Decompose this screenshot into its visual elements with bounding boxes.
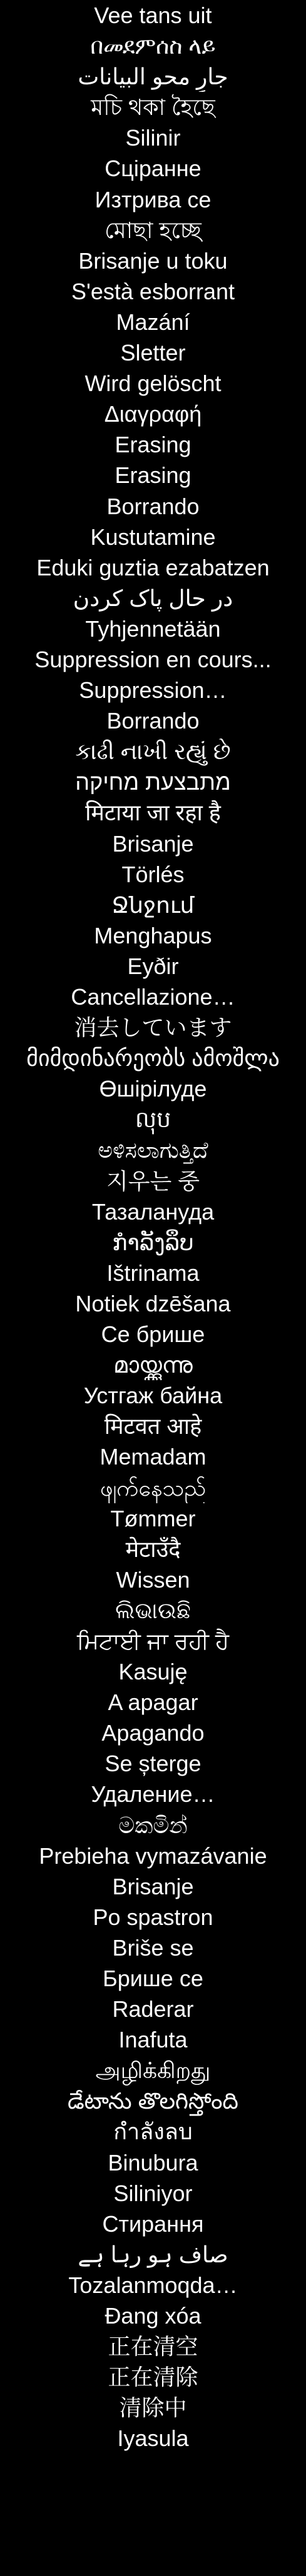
erasing-string-item: કાઢી નાખી રહ્યું છે [75,738,231,765]
erasing-string-item: ກຳລັງລຶບ [112,1229,194,1255]
erasing-string-item: Брише се [103,1966,203,1991]
erasing-string-item: Siliniyor [113,2180,193,2206]
erasing-string-item: Kasuję [118,1659,188,1685]
erasing-string-item: 正在清空 [108,2334,198,2360]
erasing-string-item: Inafuta [118,2027,188,2053]
erasing-string-item: Tozalanmoqda… [68,2272,238,2298]
erasing-string-item: డేటాను తొలగిస్తోంది [68,2088,238,2114]
erasing-string-item: Raderar [112,1996,194,2022]
erasing-string-item: در حال پاک کردن [73,585,233,611]
erasing-string-item: Mazání [116,309,190,335]
erasing-string-item: Ištrinama [106,1260,200,1286]
erasing-string-item: அழிக்கிறது [95,2057,211,2084]
erasing-string-item: Po spastron [93,1904,213,1930]
erasing-string-item: मेटाउँदै [125,1536,181,1562]
erasing-string-item: ਮਿਟਾਈ ਜਾ ਰਹੀ ਹੈ [76,1628,230,1654]
erasing-string-item: मिटवत आहे [104,1413,202,1440]
erasing-string-item: Erasing [115,432,191,458]
erasing-string-item: A apagar [108,1689,198,1716]
erasing-string-item: Brisanje u toku [78,247,228,274]
erasing-string-item: Стирання [102,2210,204,2237]
erasing-string-item: 正在清除 [108,2364,198,2390]
erasing-string-item: Suppression… [79,677,227,704]
erasing-string-item: Eduki guztia ezabatzen [36,554,270,580]
erasing-string-item: Eyðir [127,953,179,979]
erasing-string-item: Wissen [116,1566,190,1593]
erasing-string-item: Изтрива се [94,186,212,212]
erasing-string-item: Tyhjennetään [85,615,221,642]
erasing-string-item: Apagando [101,1720,205,1746]
erasing-string-item: მიმდინარეობს ამოშლა [26,1045,280,1072]
erasing-string-item: Menghapus [94,922,212,948]
erasing-string-item: Cancellazione… [71,984,235,1010]
erasing-string-item: Briše se [112,1934,194,1961]
erasing-string-item: Ջնջում [111,892,195,918]
erasing-string-item: กำลังลบ [113,2119,193,2145]
erasing-string-item: Wird gelöscht [84,370,222,397]
erasing-string-item: ଲିଭାଉଛି [115,1597,191,1623]
erasing-string-item: Memadam [99,1444,207,1470]
erasing-string-item: Устгаж байна [83,1383,223,1409]
erasing-string-item: Binubura [108,2149,198,2176]
erasing-string-item: Silinir [125,125,181,151]
erasing-string-item: מתבצעת מחיקה [75,769,231,795]
erasing-string-item: মোছা হচ্ছে [105,217,201,243]
erasing-string-item: Törlés [121,861,185,887]
erasing-string-item: මකමින් [118,1812,188,1838]
erasing-string-item: Vee tans uit [94,2,212,28]
erasing-string-item: Sletter [120,340,186,366]
erasing-string-item: جارٍ محو البيانات [78,64,228,90]
erasing-string-item: Borrando [106,493,200,519]
erasing-string-item: صاف ہو رہا ہے [78,2241,228,2267]
erasing-string-item: Tømmer [110,1505,196,1531]
erasing-string-item: 消去しています [74,1015,232,1041]
erasing-string-item: Erasing [115,462,191,489]
erasing-string-item: മായ്ക്കുന്നു [113,1352,193,1378]
erasing-string-item: Notiek dzēšana [75,1290,231,1316]
erasing-string-item: Se șterge [105,1751,201,1777]
erasing-string-item: Suppression en cours... [34,646,272,672]
erasing-string-item: Đang xóa [105,2303,201,2329]
erasing-string-item: በመደምሰስ ላይ [90,33,216,59]
erasing-string-item: ဖျက်နေသည် [99,1474,207,1501]
erasing-string-item: मिटाया जा रहा है [85,800,221,826]
erasing-string-item: 지우는 중 [106,1168,200,1194]
erasing-string-item: Се брише [101,1321,205,1348]
erasing-string-item: Brisanje [112,1873,194,1899]
erasing-string-item: Тазалануда [91,1198,215,1225]
erasing-string-item: Borrando [106,708,200,734]
erasing-string-item: Διαγραφή [104,401,202,427]
erasing-string-item: លុប [135,1106,171,1133]
erasing-string-item: Iyasula [117,2425,189,2452]
erasing-string-item: Brisanje [112,830,194,857]
erasing-string-item: Сціранне [105,156,201,182]
erasing-string-item: 清除中 [119,2395,187,2421]
erasing-string-item: Kustutamine [90,524,216,550]
erasing-string-item: মচি থকা হৈছে [91,94,215,121]
erasing-string-item: ಅಳಿಸಲಾಗುತ್ತಿದೆ [98,1137,208,1163]
erasing-string-item: Prebieha vymazávanie [39,1842,267,1869]
erasing-string-item: Удаление… [91,1781,215,1808]
erasing-string-item: S'està esborrant [71,278,235,304]
erasing-string-item: Өшірілуде [99,1076,207,1102]
